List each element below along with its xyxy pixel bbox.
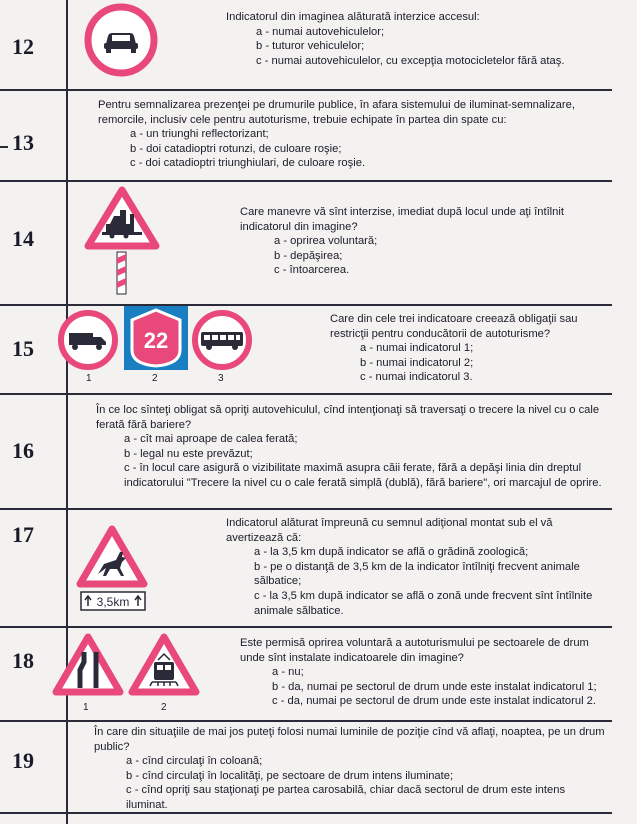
question-stem: Pentru semnalizarea prezenţei pe drumurile publice, în afara sistemului de iluminat-semnalizare, remorcile, inclusiv cele pentru autoturisme, trebuie echipate în partea din spate cu: [98,99,575,126]
question-number: 14 [12,226,34,251]
question-stem: În ce loc sînteţi obligat să opriţi autovehiculul, cînd intenţionaţi să traversaţi o trecere la nivel cu o cale ferată fără bariere? [96,404,600,431]
row-divider [0,626,612,628]
question-text-19 [94,725,608,813]
row-divider [0,180,612,182]
answer-option-b[interactable]: b - cînd circulaţi în localităţi, pe sectoare de drum intens iluminate; [126,769,454,782]
answer-option-b[interactable]: b - da, numai pe sectorul de drum unde este instalat indicatorul 1; [272,680,597,693]
question-number: 19 [12,748,34,773]
question-number: 12 [12,34,34,59]
answer-option-c[interactable]: c - da, numai pe sectorul de drum unde este instalat indicatorul 2. [272,695,596,708]
question-stem: Care din cele trei indicatoare creează obligaţii sau restricţii pentru conducătorii de autoturisme? [330,313,578,340]
answer-option-b[interactable]: b - doi catadioptri rotunzi, de culoare roşie; [130,142,342,155]
route-number-text: 22 [143,328,169,353]
row-divider [0,89,612,91]
answer-option-c[interactable]: c - la 3,5 km după indicator se află o zonă unde frecvent sînt întîlnite animale sălbatice. [254,589,593,617]
answer-option-c[interactable]: c - doi catadioptri triunghiulari, de culoare roşie. [130,157,366,170]
answer-option-c[interactable]: c - în locul care asigură o vizibilitate maximă asupra căii ferate, fără a depăşi linia din dreptul indicatorului "Trecere la nivel cu o cale ferată simplă (dublă), fără bariere", ori marcajul de oprire. [124,462,602,489]
sign-label-2: 2 [161,702,167,713]
no-motor-vehicles-sign [84,3,158,77]
answer-option-a[interactable]: a - cînd circulaţi în coloană; [126,755,263,768]
answer-option-b[interactable]: b - depăşirea; [274,249,343,262]
question-stem: În care din situaţiile de mai jos puteţi folosi numai luminile de poziţie cînd vă aflaţi, noaptea, pe un drum public? [94,726,605,753]
answer-option-c[interactable]: c - numai autovehiculelor, cu excepţia motocicletelor fără ataş. [256,54,565,67]
row-divider [0,393,612,395]
margin-tick [0,146,8,148]
question-text-18 [240,636,610,709]
distance-panel-text: 3,5km [96,595,130,609]
question-text-17 [226,516,611,618]
answer-option-b[interactable]: b - pe o distanţă de 3,5 km de la indicator întîlniţi frecvent animale sălbatice; [254,560,580,588]
question-number: 13 [12,130,34,155]
question-text-16 [96,403,604,491]
sign-label-1: 1 [83,702,89,713]
sign-label-1: 1 [86,373,92,384]
answer-option-a[interactable]: a - un triunghi reflectorizant; [130,128,269,141]
question-number: 16 [12,438,34,463]
answer-option-c[interactable]: c - numai indicatorul 3. [360,371,473,384]
row-divider [0,304,612,306]
answer-option-a[interactable]: a - nu; [272,666,304,679]
question-text-14 [240,205,610,278]
left-margin-line [66,0,68,824]
question-stem: Este permisă oprirea voluntară a autoturismului pe sectoarele de drum unde sînt instalate indicatoarele din imagine? [240,637,589,664]
answer-option-a[interactable]: a - cît mai aproape de calea ferată; [124,433,298,446]
national-route-number-sign [124,306,188,370]
question-number: 15 [12,336,34,361]
row-divider [0,720,612,722]
answer-option-c[interactable]: c - întoarcerea. [274,264,350,277]
answer-option-a[interactable]: a - numai autovehiculelor; [256,25,385,38]
answer-option-b[interactable]: b - tuturor vehiculelor; [256,40,365,53]
question-stem: Indicatorul din imaginea alăturată interzice accesul: [226,11,480,23]
question-text-15 [330,312,615,385]
question-number: 18 [12,648,34,673]
sign-label-3: 3 [218,373,224,384]
distance-panel [80,591,146,611]
question-text-12 [226,10,611,68]
sign-label-2: 2 [152,373,158,384]
question-stem: Indicatorul alăturat împreună cu semnul adiţional montat sub el vă avertizează că: [226,517,553,544]
answer-option-b[interactable]: b - legal nu este prevăzut; [124,447,253,460]
answer-option-a[interactable]: a - la 3,5 km după indicator se află o grădină zoologică; [254,546,529,559]
tram-crossing-sign [128,632,200,698]
question-number: 17 [12,522,34,547]
question-stem: Care manevre vă sînt interzise, imediat după locul unde aţi întîlnit indicatorul din imagine? [240,206,564,233]
wild-animals-warning-sign [76,524,148,590]
road-narrows-sign [52,632,124,698]
answer-option-a[interactable]: a - oprirea voluntară; [274,235,378,248]
no-buses-sign [191,309,253,371]
no-trucks-sign [57,309,119,371]
row-divider [0,508,612,510]
answer-option-a[interactable]: a - numai indicatorul 1; [360,342,474,355]
answer-option-c[interactable]: c - cînd opriţi sau staţionaţi pe partea carosabilă, chiar dacă sectorul de drum este intens iluminat. [126,784,566,811]
question-text-13 [98,98,608,171]
answer-option-b[interactable]: b - numai indicatorul 2; [360,356,474,369]
level-crossing-with-barrier-sign [84,184,160,298]
